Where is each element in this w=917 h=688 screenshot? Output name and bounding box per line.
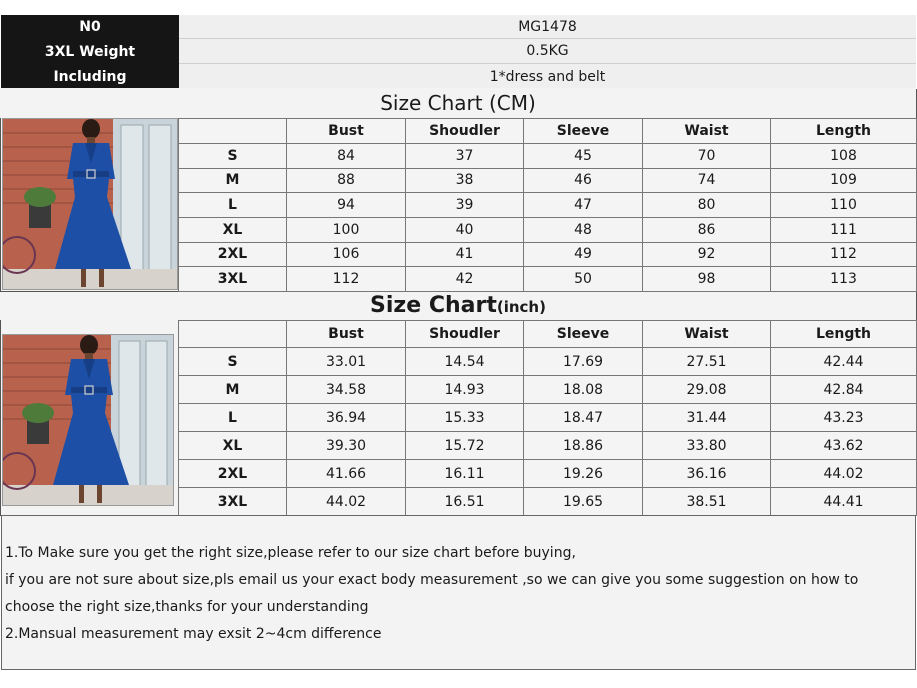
inch-chart-title: Size Chart [370,293,497,318]
inch-size-table [178,320,917,516]
table-cell: 113 [771,267,917,292]
table-cell: 110 [771,193,917,218]
header-value-weight: 0.5KG [179,39,916,64]
note-line: 1.To Make sure you get the right size,please refer to our size chart before buying, [5,545,576,561]
table-cell: 29.08 [643,376,771,404]
table-cell: 108 [771,144,917,169]
size-label: 2XL [179,460,287,488]
cm-size-table [178,118,917,292]
corner-cell [179,119,287,144]
table-cell: 19.65 [524,488,643,516]
table-cell: 92 [643,242,771,267]
inch-chart-title-suffix: (inch) [496,298,546,316]
table-cell: 39.30 [287,432,406,460]
table-cell: 18.86 [524,432,643,460]
dress-photo [2,118,178,290]
col-header: Shoudler [406,119,524,144]
size-label: L [179,193,287,218]
table-cell: 49 [524,242,643,267]
table-row [179,267,917,292]
col-header: Sleeve [524,119,643,144]
cm-chart-title: Size Chart (CM) [0,88,916,118]
table-cell: 106 [287,242,406,267]
table-cell: 86 [643,217,771,242]
col-header: Bust [287,119,406,144]
corner-cell [179,321,287,348]
table-cell: 46 [524,168,643,193]
table-cell: 15.72 [406,432,524,460]
table-cell: 16.51 [406,488,524,516]
table-cell: 98 [643,267,771,292]
note-line: choose the right size,thanks for your understanding [5,599,369,615]
table-cell: 48 [524,217,643,242]
table-cell: 38 [406,168,524,193]
table-cell: 112 [287,267,406,292]
table-cell: 80 [643,193,771,218]
size-label: M [179,376,287,404]
table-cell: 27.51 [643,348,771,376]
size-label: XL [179,432,287,460]
note-line: 2.Mansual measurement may exsit 2~4cm difference [5,626,382,642]
table-cell: 42.44 [771,348,917,376]
table-cell: 14.93 [406,376,524,404]
col-header: Sleeve [524,321,643,348]
header-label-including: Including [1,64,179,89]
table-cell: 41 [406,242,524,267]
size-label: M [179,168,287,193]
header-value-including: 1*dress and belt [179,64,916,89]
size-label: L [179,404,287,432]
table-row [179,144,917,169]
table-cell: 33.01 [287,348,406,376]
table-cell: 44.41 [771,488,917,516]
col-header: Bust [287,321,406,348]
table-cell: 38.51 [643,488,771,516]
size-label: 3XL [179,488,287,516]
size-label: 3XL [179,267,287,292]
col-header: Length [771,119,917,144]
table-cell: 15.33 [406,404,524,432]
table-row [179,348,917,376]
table-cell: 18.08 [524,376,643,404]
table-cell: 84 [287,144,406,169]
col-header: Length [771,321,917,348]
table-cell: 74 [643,168,771,193]
table-cell: 42 [406,267,524,292]
size-notes [1,515,916,670]
table-cell: 34.58 [287,376,406,404]
header-label-weight: 3XL Weight [1,39,179,64]
table-header-row [179,119,917,144]
table-cell: 45 [524,144,643,169]
table-cell: 33.80 [643,432,771,460]
table-cell: 44.02 [771,460,917,488]
table-cell: 47 [524,193,643,218]
table-cell: 50 [524,267,643,292]
inch-chart-title-wrap [0,292,916,320]
size-label: S [179,144,287,169]
table-cell: 41.66 [287,460,406,488]
table-row [179,404,917,432]
table-row [179,376,917,404]
size-label: S [179,348,287,376]
table-row [179,242,917,267]
table-row [179,217,917,242]
dress-photo [2,334,174,506]
header-value-no: MG1478 [179,15,916,39]
table-cell: 111 [771,217,917,242]
table-cell: 39 [406,193,524,218]
size-label: XL [179,217,287,242]
table-cell: 16.11 [406,460,524,488]
table-cell: 36.16 [643,460,771,488]
table-cell: 19.26 [524,460,643,488]
size-label: 2XL [179,242,287,267]
table-cell: 31.44 [643,404,771,432]
table-row [179,193,917,218]
table-cell: 94 [287,193,406,218]
col-header: Waist [643,321,771,348]
table-row [179,168,917,193]
table-row [179,460,917,488]
table-cell: 17.69 [524,348,643,376]
col-header: Waist [643,119,771,144]
table-cell: 109 [771,168,917,193]
table-cell: 18.47 [524,404,643,432]
table-cell: 43.23 [771,404,917,432]
table-cell: 42.84 [771,376,917,404]
note-line: if you are not sure about size,pls email us your exact body measurement ,so we can give you some suggestion on how to [5,572,859,588]
table-cell: 40 [406,217,524,242]
table-row [179,432,917,460]
header-label-no: N0 [1,15,179,39]
table-cell: 37 [406,144,524,169]
table-header-row [179,321,917,348]
table-cell: 44.02 [287,488,406,516]
col-header: Shoudler [406,321,524,348]
table-cell: 100 [287,217,406,242]
table-cell: 70 [643,144,771,169]
table-cell: 112 [771,242,917,267]
table-cell: 88 [287,168,406,193]
table-cell: 14.54 [406,348,524,376]
table-cell: 43.62 [771,432,917,460]
table-cell: 36.94 [287,404,406,432]
table-row [179,488,917,516]
